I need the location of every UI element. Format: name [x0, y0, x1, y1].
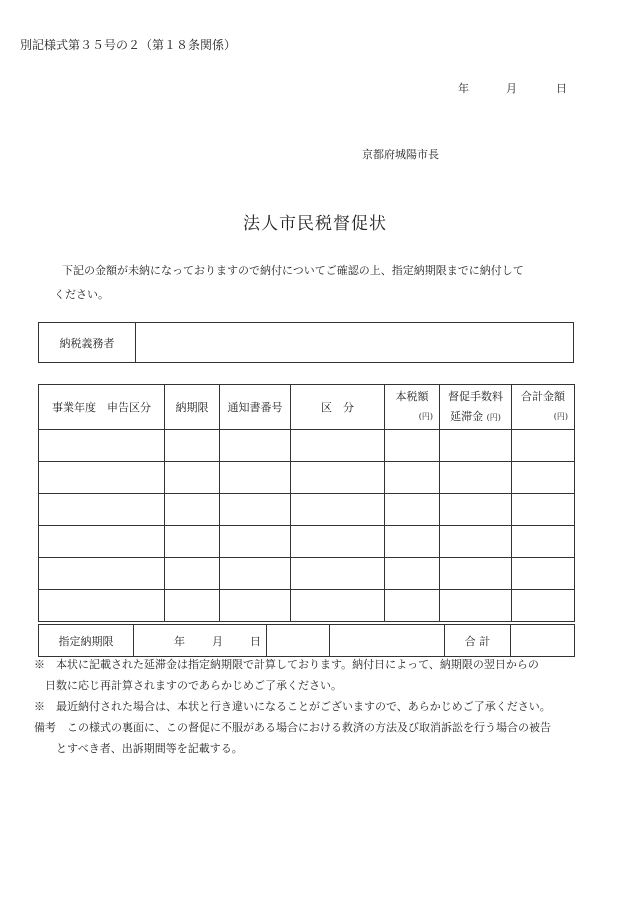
header-fee-label: 督促手数料: [448, 389, 503, 403]
total-value: [511, 625, 575, 657]
table-cell: [291, 494, 385, 526]
table-cell: [39, 590, 165, 622]
table-cell: [220, 494, 291, 526]
table-cell: [512, 430, 575, 462]
total-label: 合 計: [445, 625, 511, 657]
table-cell: [385, 430, 440, 462]
document-title: 法人市民税督促状: [243, 214, 387, 234]
tax-detail-table: [38, 384, 575, 622]
table-cell: [165, 526, 220, 558]
table-cell: [39, 526, 165, 558]
date-line: [458, 80, 567, 96]
footer-blank-1: [267, 625, 330, 657]
table-header-row: [39, 385, 575, 430]
table-cell: [385, 494, 440, 526]
issuer-name: 京都府城陽市長: [362, 148, 439, 161]
table-cell: [39, 558, 165, 590]
note-line: 備考 この様式の裏面に、この督促に不服がある場合における救済の方法及び取消訴訟を行う場合の被告: [34, 721, 551, 734]
due-day: 日: [250, 634, 261, 648]
note-line: ※ 本状に記載された延滞金は指定納期限で計算しております。納付日によって、納期限の翌日からの: [34, 658, 539, 671]
table-cell: [440, 526, 512, 558]
notes: [34, 654, 594, 759]
table-cell: [39, 494, 165, 526]
header-total: [512, 385, 575, 430]
header-notice-number: 通知書番号: [220, 385, 291, 430]
taxpayer-label: 納税義務者: [39, 323, 136, 363]
table-row: [39, 494, 575, 526]
table-cell: [440, 430, 512, 462]
table-cell: [220, 430, 291, 462]
table-cell: [291, 430, 385, 462]
table-cell: [165, 494, 220, 526]
header-tax-amount: [385, 385, 440, 430]
date-day: 日: [556, 82, 567, 95]
table-cell: [291, 558, 385, 590]
table-cell: [39, 462, 165, 494]
table-cell: [291, 462, 385, 494]
table-cell: [220, 462, 291, 494]
due-date-table: [38, 624, 575, 657]
table-row: [39, 430, 575, 462]
table-cell: [512, 590, 575, 622]
header-fee: [440, 385, 512, 430]
header-total-label: 合計金額: [521, 390, 565, 403]
header-late-fee: [440, 407, 511, 428]
table-cell: [440, 494, 512, 526]
table-row: [39, 590, 575, 622]
table-cell: [512, 494, 575, 526]
intro-text: [40, 259, 580, 307]
table-cell: [165, 430, 220, 462]
table-cell: [39, 430, 165, 462]
date-month: 月: [506, 82, 517, 95]
table-row: [39, 558, 575, 590]
unit-label: (円): [486, 412, 501, 422]
table-row: [39, 462, 575, 494]
table-cell: [385, 526, 440, 558]
taxpayer-table: [38, 322, 574, 363]
table-cell: [440, 558, 512, 590]
table-cell: [165, 590, 220, 622]
table-cell: [512, 462, 575, 494]
note-line: ※ 最近納付された場合は、本状と行き違いになることがございますので、あらかじめご了承ください。: [34, 700, 551, 713]
table-cell: [165, 462, 220, 494]
table-cell: [440, 462, 512, 494]
intro-line-1: 下記の金額が未納になっておりますので納付についてご確認の上、指定納期限までに納付して: [62, 264, 524, 277]
unit-label: (円): [553, 412, 568, 421]
table-cell: [385, 558, 440, 590]
designated-due-label: 指定納期限: [39, 625, 134, 657]
designated-due-date: [134, 625, 267, 657]
table-cell: [291, 590, 385, 622]
table-cell: [220, 590, 291, 622]
table-cell: [385, 590, 440, 622]
date-year: 年: [458, 82, 469, 95]
header-due-date: 納期限: [165, 385, 220, 430]
footer-blank-2: [330, 625, 445, 657]
intro-line-2: ください。: [54, 288, 109, 301]
table-body: [39, 430, 575, 622]
header-category: 区 分: [291, 385, 385, 430]
unit-label: (円): [418, 412, 433, 421]
form-number: 別記様式第３５号の２（第１８条関係）: [20, 38, 237, 52]
note-line: とすべき者、出訴期間等を記載する。: [34, 742, 243, 755]
header-late-fee-label: 延滞金: [450, 409, 484, 423]
table-cell: [385, 462, 440, 494]
table-cell: [220, 558, 291, 590]
table-cell: [165, 558, 220, 590]
table-cell: [220, 526, 291, 558]
table-cell: [512, 558, 575, 590]
table-cell: [291, 526, 385, 558]
due-year: 年: [174, 634, 185, 648]
table-row: [39, 526, 575, 558]
due-month: 月: [212, 634, 223, 648]
note-line: 日数に応じ再計算されますのであらかじめご了承ください。: [34, 679, 342, 692]
header-year-category: 事業年度 申告区分: [39, 385, 165, 430]
table-cell: [440, 590, 512, 622]
header-tax-amount-label: 本税額: [395, 390, 429, 403]
taxpayer-value: [136, 323, 574, 363]
table-cell: [512, 526, 575, 558]
